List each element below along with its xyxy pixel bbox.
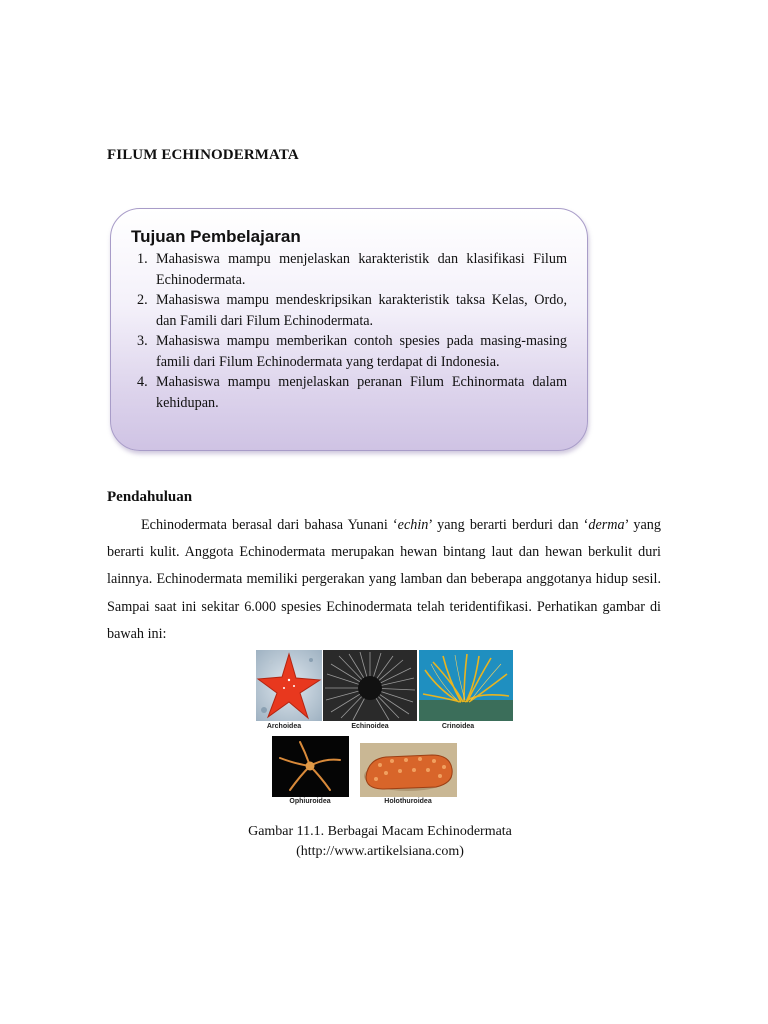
objective-item <box>131 372 567 413</box>
objective-item <box>131 331 567 372</box>
objective-number: 4. <box>137 374 148 390</box>
introduction-paragraph <box>107 512 661 648</box>
image-sea-urchin <box>323 650 417 721</box>
objective-item <box>131 249 567 290</box>
intro-text-part3: ’ yang berarti kulit. Anggota Echinodermata merupakan hewan bintang laut dan hewan berkulit duri lainnya. Echinodermata memiliki pergerakan yang lamban dan beberapa anggotanya hidup sesil. Sampai saat ini sekitar 6.000 spesies Echinodermata telah teridentifikasi. Perhatikan gambar di bawah ini: <box>107 517 661 642</box>
term-derma: derma <box>588 517 625 533</box>
label-echinoidea: Echinoidea <box>351 723 389 730</box>
image-brittle-star <box>272 736 349 797</box>
objective-text: Mahasiswa mampu memberikan contoh spesies pada masing-masing famili dari Filum Echinodermata yang terdapat di Indonesia. <box>156 333 567 370</box>
objective-text: Mahasiswa mampu mendeskripsikan karakteristik taksa Kelas, Ordo, dan Famili dari Filum Echinodermata. <box>156 292 567 329</box>
objectives-list <box>131 249 567 413</box>
page-title: FILUM ECHINODERMATA <box>107 147 299 163</box>
term-echin: echin <box>397 517 429 533</box>
label-crinoidea: Crinoidea <box>441 723 475 730</box>
label-holothuroidea: Holothuroidea <box>384 798 432 805</box>
image-starfish <box>256 650 322 721</box>
objective-number: 2. <box>137 292 148 308</box>
image-sea-cucumber <box>360 743 457 797</box>
label-ophiuroidea: Ophiuroidea <box>289 798 331 805</box>
objective-item <box>131 290 567 331</box>
objective-number: 3. <box>137 333 148 349</box>
figure-caption <box>180 822 580 861</box>
label-asteroidea: Archoidea <box>266 723 302 730</box>
intro-text-part2: ’ yang berarti berduri dan ‘ <box>428 517 589 533</box>
caption-title: Gambar 11.1. Berbagai Macam Echinodermata <box>248 824 512 839</box>
objective-text: Mahasiswa mampu menjelaskan peranan Filum Echinormata dalam kehidupan. <box>156 374 567 411</box>
objective-number: 1. <box>137 251 148 267</box>
intro-text-part1: Echinodermata berasal dari bahasa Yunani ‘ <box>141 517 398 533</box>
objective-text: Mahasiswa mampu menjelaskan karakteristik dan klasifikasi Filum Echinodermata. <box>156 251 567 288</box>
caption-source: (http://www.artikelsiana.com) <box>296 843 464 859</box>
learning-objectives-box <box>110 208 588 451</box>
section-heading-introduction: Pendahuluan <box>107 489 193 505</box>
objectives-heading: Tujuan Pembelajaran <box>131 227 301 246</box>
image-feather-star <box>419 650 513 721</box>
